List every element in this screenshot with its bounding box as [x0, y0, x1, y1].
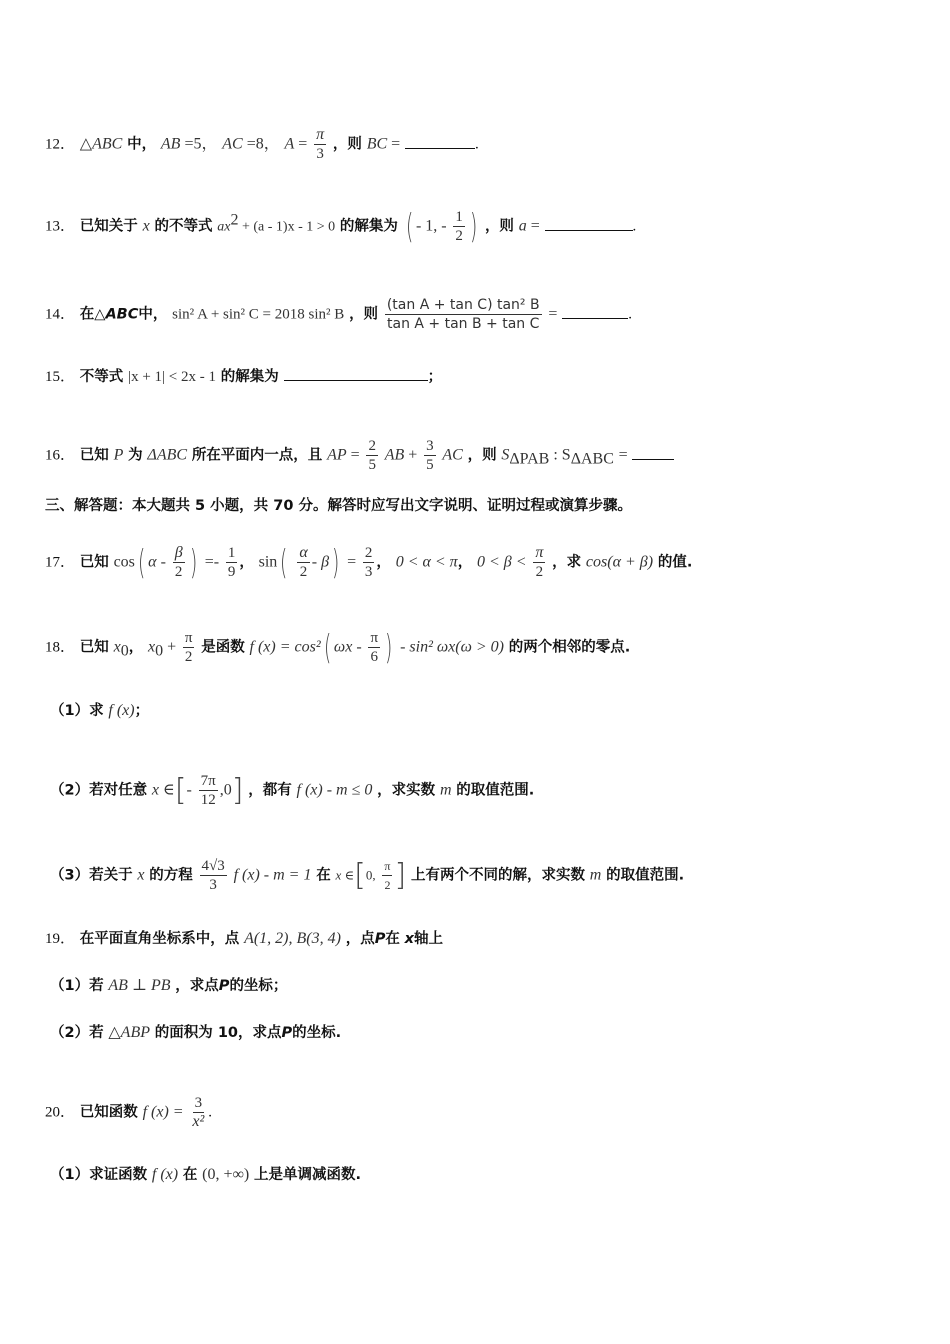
q12-angle-fraction: $\frac{\pi}{3}$: [316, 126, 325, 162]
question-15: 15． 不等式 |x + 1| < 2x - 1 的解集为 ；: [45, 366, 442, 387]
question-18-part-3: （3）若关于 x 的方程 $\frac{4√3}{3}$ f (x) - m = 1 在 x ∈[0, $\frac{\pi}{2}$ ] 上有两个不同的解，求实数 m 的取值范围.: [50, 857, 685, 893]
question-13: 13． 已知关于 x 的不等式 $ax^2 + (a - 1)x - 1 > 0$ 的解集为 ( - 1, - $\frac{1}{2}$ ) ，则 a = .: [45, 206, 637, 247]
question-20: 20． 已知函数 f (x) = $\frac{3}{\text{x²}}$ .: [45, 1095, 213, 1130]
answer-blank: [284, 366, 428, 381]
answer-blank: [562, 304, 628, 319]
question-12: 12． △ABC 中， AB =5， AC =8， A = $\frac{\pi}{3}$ ，则 BC = .: [45, 126, 479, 162]
question-19: 19． 在平面直角坐标系中，点 A(1, 2), B(3, 4) ，点P在 x轴上: [45, 930, 443, 947]
answer-blank: [545, 216, 633, 231]
answer-blank: [632, 445, 674, 460]
question-19-part-2: （2）若 △ABP 的面积为 10，求点P的坐标.: [50, 1024, 342, 1041]
question-16: 16． 已知 P 为 ΔABC 所在平面内一点，且 AP = $\frac{2}{5}$ AB + $\frac{3}{5}$ AC ，则 $S_{\Delta PAB}$ : $S_{\Delta ABC}$ =: [45, 437, 674, 474]
q14-fraction: $\frac{\text{(tan A + tan C) tan² B}}{\text{tan A + tan B + tan C}}$: [386, 297, 540, 332]
q12-number: 12．: [45, 136, 76, 153]
question-19-part-1: （1）若 AB ⊥ PB ，求点P的坐标；: [50, 977, 288, 994]
question-18: 18． 已知 $x_0$， $x_0$ + $\frac{\pi}{2}$ 是函数 f (x) = cos²( ωx - $\frac{\pi}{6}$ ) - sin² ωx(ω > 0) 的两个相邻的零点.: [45, 627, 631, 668]
answer-blank: [405, 134, 475, 149]
question-20-part-1: （1）求证函数 f (x) 在 (0, +∞) 上是单调减函数.: [50, 1166, 362, 1183]
question-18-part-1: （1）求 f (x)；: [50, 702, 150, 719]
section-title: 三、解答题：本大题共 5 小题，共 70 分。解答时应写出文字说明、证明过程或演算步骤。: [45, 498, 632, 514]
question-17: 17． 已知 cos( α - $\frac{\beta}{2}$ ) =- $\frac{1}{9}$ ， sin( $\frac{\alpha}{2}$ - β) = $\frac{2}{3}$ ， 0 < α < π， 0 < β < $\frac{\pi}{2}$ ，求 cos(α + β) 的值.: [45, 542, 693, 583]
question-14: 14． 在△ABC中， sin² A + sin² C = 2018 sin² B ，则 $\frac{\text{(tan A + tan C) tan² B}}{\text{tan A + tan B + tan C}}$ = .: [45, 297, 632, 332]
question-18-part-2: （2）若对任意 x ∈[- $\frac{7\pi}{12}$ ,0] ，都有 f (x) - m ≤ 0 ，求实数 m 的取值范围.: [50, 772, 535, 808]
